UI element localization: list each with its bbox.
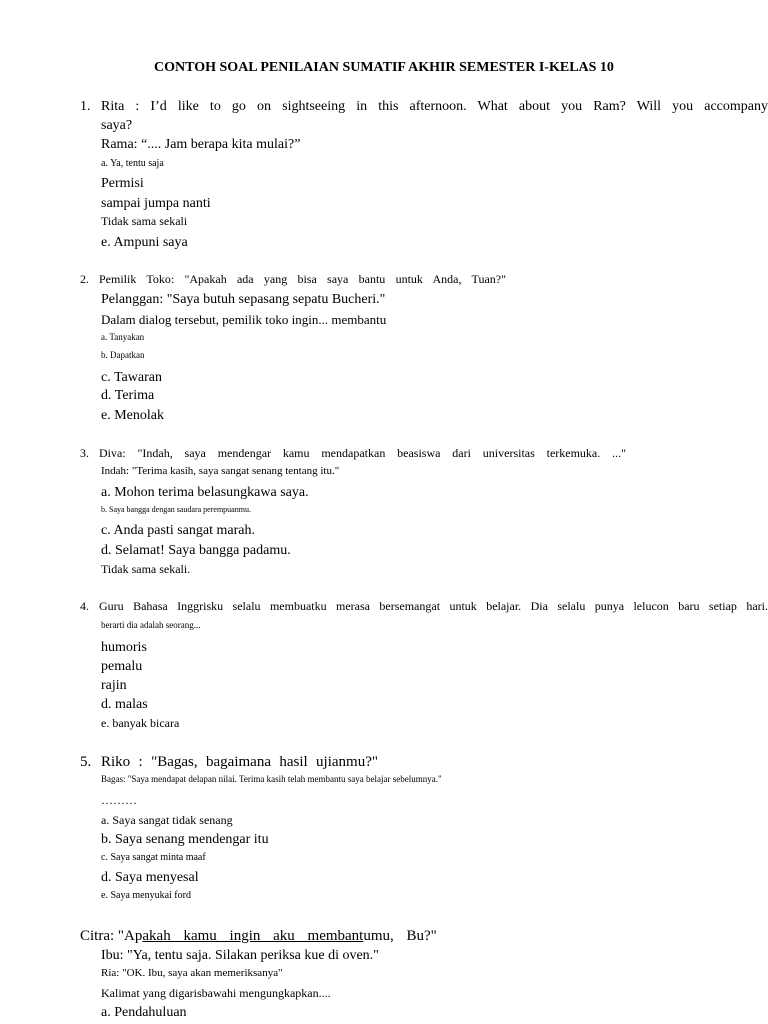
question-text: Pemilik Toko: "Apakah ada yang bisa saya bantu untuk Anda, Tuan?"	[99, 272, 506, 286]
answer-option: a. Saya sangat tidak senang	[101, 813, 233, 827]
question-number: 1.	[80, 99, 91, 114]
question-text: Pelanggan: "Saya butuh sepasang sepatu Bucheri."	[101, 292, 386, 307]
question-text: Ria: "OK. Ibu, saya akan memeriksanya"	[101, 967, 283, 979]
question-text: Diva: "Indah, saya mendengar kamu mendapatkan beasiswa dari universitas terkemuka. ..."	[99, 446, 626, 460]
question-text: Dalam dialog tersebut, pemilik toko ingin... membantu	[101, 312, 387, 327]
question-text: Riko : "Bagas, bagaimana hasil ujianmu?"	[101, 754, 378, 770]
answer-option: e. Menolak	[101, 408, 164, 423]
answer-option: pemalu	[101, 659, 143, 674]
answer-option: d. Terima	[101, 388, 155, 403]
question-text: Ibu: "Ya, tentu saja. Silakan periksa kue di oven."	[101, 948, 379, 963]
answer-option: rajin	[101, 678, 127, 693]
question-text: Bagas: "Saya mendapat delapan nilai. Terima kasih telah membantu saya belajar sebelumnya."	[101, 774, 442, 784]
answer-option: d. malas	[101, 697, 148, 712]
question-text: berarti dia adalah seorang...	[101, 620, 201, 630]
question-text: saya?	[101, 118, 133, 133]
answer-option: Tidak sama sekali.	[101, 562, 191, 576]
answer-option: c. Tawaran	[101, 370, 162, 385]
question-quote	[118, 928, 437, 944]
answer-option: e. banyak bicara	[101, 716, 180, 730]
answer-option: Tidak sama sekali	[101, 214, 188, 228]
question-text: ………	[101, 793, 137, 807]
question-number: 3.	[80, 446, 89, 460]
question-number: 4.	[80, 599, 89, 613]
answer-option: c. Anda pasti sangat marah.	[101, 523, 255, 538]
speaker-label: Citra:	[80, 928, 118, 944]
question-text: Rama: “.... Jam berapa kita mulai?”	[101, 137, 301, 152]
answer-option: b. Saya bangga dengan saudara perempuanmu.	[101, 505, 251, 514]
question-text: Rita : I’d like to go on sightseeing in this afternoon. What about you Ram? Will you accompany	[101, 99, 768, 114]
answer-option: e. Saya menyukai ford	[101, 890, 191, 901]
answer-option: sampai jumpa nanti	[101, 196, 211, 211]
answer-option: e. Ampuni saya	[101, 235, 188, 250]
question-text: Kalimat yang digarisbawahi mengungkapkan....	[101, 986, 331, 1000]
answer-option: humoris	[101, 640, 147, 655]
answer-option: a. Tanyakan	[101, 332, 145, 342]
answer-option: a. Pendahuluan	[101, 1005, 187, 1020]
question-number: 2.	[80, 272, 89, 286]
question-number: 5.	[80, 754, 92, 770]
answer-option: b. Saya senang mendengar itu	[101, 832, 269, 847]
question-text: Guru Bahasa Inggrisku selalu membuatku merasa bersemangat untuk belajar. Dia selalu punya lelucon baru setiap hari.	[99, 599, 768, 613]
answer-option: a. Ya, tentu saja	[101, 158, 164, 169]
quote-start: "Ap	[117, 928, 143, 944]
question-text: Indah: "Terima kasih, saya sangat senang tentang itu."	[101, 465, 340, 477]
question-text	[80, 928, 437, 945]
quote-end: umu, Bu?"	[363, 928, 437, 944]
answer-option: c. Saya sangat minta maaf	[101, 852, 206, 863]
answer-option: d. Saya menyesal	[101, 870, 199, 885]
answer-option: b. Dapatkan	[101, 350, 145, 360]
answer-option: d. Selamat! Saya bangga padamu.	[101, 543, 291, 558]
underlined-phrase: akah kamu ingin aku membant	[142, 928, 364, 944]
answer-option: a. Mohon terima belasungkawa saya.	[101, 485, 309, 500]
answer-option: Permisi	[101, 176, 144, 191]
document-title: CONTOH SOAL PENILAIAN SUMATIF AKHIR SEMESTER I-KELAS 10	[154, 60, 614, 75]
